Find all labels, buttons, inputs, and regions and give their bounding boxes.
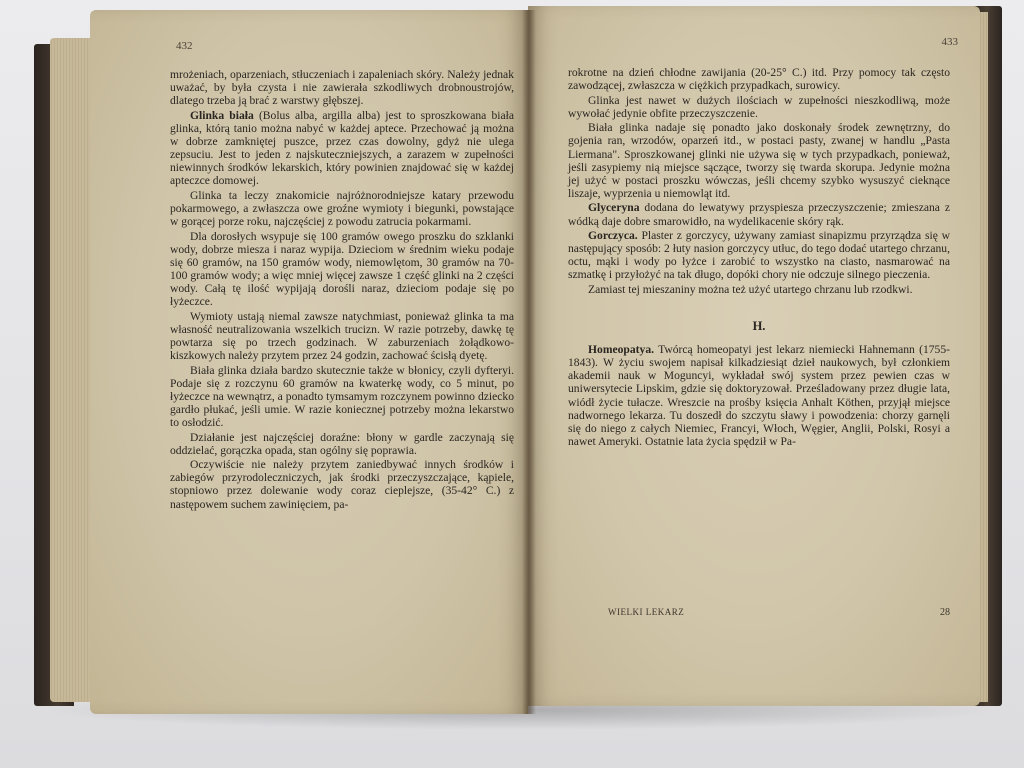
paragraph [170, 364, 514, 429]
entry-term: Gorczyca. [588, 229, 638, 243]
paragraph-text: Wymioty ustają niemal zawsze natychmiast, ponieważ glinka ta ma własność neutralizowania wszelkich trucizn. W razie potrzeby, dawkę tę powtarza się po trzech godzinach. W zaburzeniach żołądkowo-kiszkowych należy przytem przez 24 godzin, zachować ścisłą dyetę. [170, 309, 514, 362]
paragraph [568, 94, 950, 120]
paragraph-text: Plaster z gorczycy, używany zamiast sinapizmu przyrządza się w następujący sposób: 2 łuty nasion gorczycy utłuc, do tego dodać utartego chrzanu, octu, mąki i wody po łyżce i zarobić to wszystko na ciasto, nasmarować na szmatkę i przyłożyć na tak długo, dopóki chory nie odczuje silnego pieczenia. [568, 229, 950, 282]
paragraph [568, 201, 950, 227]
footer-sheet-number: 28 [940, 607, 950, 618]
paragraph-text: mrożeniach, oparzeniach, stłuczeniach i zapaleniach skóry. Należy jednak uważać, by była czysta i nie zawierała szkodliwych drobnoustrojów, dlatego trzeba ją brać z warstwy głębszej. [170, 68, 514, 108]
paragraph [170, 189, 514, 228]
paragraph [170, 230, 514, 309]
paragraph [568, 229, 950, 281]
paragraph-text: Dla dorosłych wsypuje się 100 gramów owego proszku do szklanki wody, dobrze miesza i naraz wypija. Dzieciom w średnim wieku podaje się 60 gramów, na 150 gramów wody, niemowlętom, 30 gramów na 70-100 gramów wody; a więc mniej więcej zawsze 1 część glinki na 2 części wody. Całą tę ilość wypijają dorośli naraz, dzieciom podaje się po łyżeczce. [170, 229, 514, 309]
section-heading: H. [752, 319, 766, 334]
paragraph-text: Oczywiście nie należy przytem zaniedbywać innych środków i zabiegów przyrodoleczniczych, jak środki przeczyszczające, kąpiele, stopniowo przez dolewanie wody coraz cieplejsze, (35-42° C.) z następowem suchem zawinięciem, pa- [170, 458, 514, 511]
right-page-text [568, 66, 950, 449]
right-page [528, 6, 980, 706]
paragraph [170, 458, 514, 510]
left-page-edges [50, 38, 94, 702]
paragraph [170, 310, 514, 362]
paragraph [568, 283, 950, 296]
paragraph [568, 121, 950, 200]
paragraph-text: rokrotne na dzień chłodne zawijania (20-25° C.) itd. Przy pomocy tak często zawodzącej, zwłaszcza w ciężkich przypadkach, surowicy. [568, 66, 950, 93]
paragraph-text: Działanie jest najczęściej doraźne: błony w gardle zaczynają się oddzielać, gorączka opada, stan ogólny się poprawia. [170, 430, 514, 457]
paragraph [568, 66, 950, 92]
paragraph [568, 343, 950, 448]
left-page [90, 10, 528, 714]
left-page-number: 432 [176, 40, 193, 52]
paragraph-text: (Bolus alba, argilla alba) jest to sproszkowana biała glinka, którą tanio można nabyć w każdej aptece. Przechować ją można w dobrze zamkniętej puszce, przez czas dowolny, gdyż nie ulega zepsuciu. Jest to jeden z najskuteczniejszych, a zarazem w zupełności niewinnych środków lekarskich, który powinien znajdować się w każdej apteczce domowej. [170, 108, 515, 188]
paragraph-text: Glinka ta leczy znakomicie najróżnorodniejsze katary przewodu pokarmowego, a zwłaszcza owe groźne wymioty i biegunki, powstające w gorącej porze roku, najczęściej z powodu zatrucia pokarmami. [170, 188, 514, 229]
paragraph-text: Twórcą homeopatyi jest lekarz niemiecki Hahnemann (1755-1843). W życiu swojem napisał kilkadziesiąt dzieł naukowych, był członkiem akademii nauk w Moguncyi, wykładał swój system przez pewien czas w uniwersytecie Lipskim, gdzie się doktoryzował. Prześladowany przez długie lata, wiódł życie tułacze. Wreszcie na prośby księcia Anhalt Köthen, przyjął miejsce nadwornego lekarza. Tu doszedł do szczytu sławy i powodzenia: chorzy garnęli się do niego z całych Niemiec, Francyi, Włoch, Węgier, Anglii, Polski, Rosyi a nawet Ameryki. Ostatnie lata życia spędził w Pa- [568, 343, 950, 448]
paragraph [170, 431, 514, 457]
paragraph [170, 68, 514, 107]
paragraph-text: Zamiast tej mieszaniny można też użyć utartego chrzanu lub rzodkwi. [588, 283, 913, 296]
left-page-text [170, 68, 514, 512]
entry-term: Glinka biała [190, 108, 254, 122]
paragraph-text: Glinka jest nawet w dużych ilościach w zupełności nieszkodliwą, może wywołać jedynie obfite przeczyszczenie. [568, 93, 950, 120]
entry-term: Homeopatya. [588, 343, 655, 357]
paragraph-text: Biała glinka nadaje się ponadto jako doskonały środek zewnętrzny, do gojenia ran, wrzodów, oparzeń itd., w postaci pasty, zwanej w handlu „Pasta Liermana". Sproszkowanej glinki nie używa się w tych przypadkach, ponieważ, jeśli zasypiemy nią miejsce sączące, tworzy się twarda skorupa. Jedynie można jej użyć w postaci proszku wówczas, jeśli chcemy szybko wysuszyć cieknące liszaje, wyprzenia u niemowląt itd. [568, 121, 950, 200]
open-book [34, 6, 1002, 714]
entry-term: Glyceryna [588, 201, 640, 215]
paragraph-text: Biała glinka działa bardzo skutecznie także w błonicy, czyli dyfteryi. Podaje się z rozczynu 60 gramów na kwaterkę wody, co 5 minut, po łyżeczce na wewnątrz, a ponadto tymsamym rozczynem powinno dziecko gardło płukać, jeśli umie. W razie koniecznej potrzeby można lekarstwo to osłodzić. [170, 363, 514, 429]
book-gutter [522, 10, 536, 714]
paragraph-text: dodana do lewatywy przyspiesza przeczyszczenie; zmieszana z wódką daje dobre smarowidło, na wydelikacenie skóry rąk. [568, 201, 950, 228]
footer-signature: WIELKI LEKARZ [608, 607, 685, 617]
right-page-number: 433 [941, 36, 958, 48]
paragraph [170, 109, 514, 188]
